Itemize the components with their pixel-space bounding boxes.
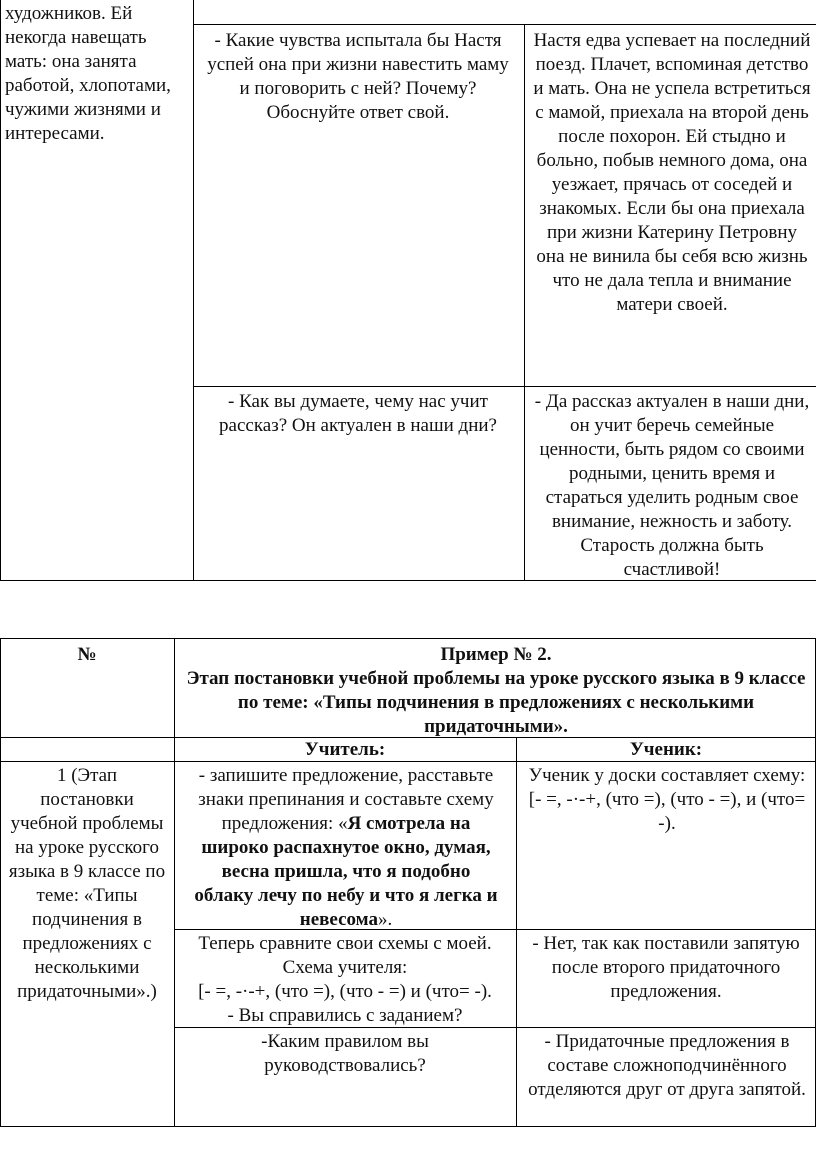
row-1-teacher: - запишите предложение, расставьте знаки препинания и составьте схему предложения: «Я смотрела на широко распахнутое окно, думая, весна пришла, что я подобно облаку лечу по небу и что я легка и невесома». (194, 765, 498, 930)
table-1-left-cell (3, 2, 190, 146)
example-topic: Этап постановки учебной проблемы на уроке русского языка в 9 классе по теме: «Типы подчинения в предложениях с несколькими придаточными». (186, 668, 806, 737)
row-2-teacher: Теперь сравните свои схемы с моей. Схема учителя: [- =, -·-+, (что =), (что - =) и (что= -). - Вы справились с заданием? (176, 932, 514, 1028)
row-3-teacher: -Каким правилом вы руководствовались? (261, 1031, 429, 1076)
student-column-header: Ученик: (629, 739, 703, 760)
example-number: Пример № 2. (440, 644, 552, 665)
table-1-row-1-question: - Какие чувства испытала бы Настя успей она при жизни навестить маму и поговорить с ней? Почему? Обоснуйте ответ свой. (207, 30, 509, 123)
number-header: № (77, 644, 97, 665)
example-sentence: Я смотрела на широко распахнутое окно, думая, весна пришла, что я подобно облаку лечу по небу и что я легка и невесома (194, 813, 498, 930)
left-cell-text: художников. Ей некогда навещать мать: она занята работой, хлопотами, чужими жизнями и интересами. (5, 3, 171, 144)
teacher-column-header: Учитель: (304, 739, 386, 760)
table-1-row-1-answer: Настя едва успевает на последний поезд. Плачет, вспоминая детство и мать. Она не успела встретиться с мамой, приехала на второй день после похорон. Ей стыдно и больно, побыв немного дома, она уезжает, прячась от соседей и знакомых. Если бы она приехала при жизни Катерину Петровну она не винила бы себя всю жизнь что не дала тепла и внимание матери своей. (533, 30, 811, 315)
table-1-row-2-question: - Как вы думаете, чему нас учит рассказ? Он актуален в наши дни? (219, 391, 497, 436)
table-1-row-2-answer: - Да рассказ актуален в наши дни, он учит беречь семейные ценности, быть рядом со своими родными, ценить время и стараться уделить родным свое внимание, нежность и заботу. Старость должна быть счастливой! (534, 391, 810, 580)
row-3-student: - Придаточные предложения в составе сложноподчинённого отделяются друг от друга запятой. (528, 1031, 806, 1100)
row-2-student: - Нет, так как поставили запятую после второго придаточного предложения. (532, 933, 800, 1002)
stage-cell: 1 (Этап постановки учебной проблемы на уроке русского языка в 9 классе по теме: «Типы подчинения в предложениях с несколькими придаточными».) (8, 765, 166, 1002)
teacher-scheme: [- =, -·-+, (что =), (что - =) и (что= -). (198, 981, 492, 1002)
row-1-student: Ученик у доски составляет схему: [- =, -·-+, (что =), (что - =), и (что= -). (528, 765, 806, 834)
example-title (182, 643, 810, 739)
